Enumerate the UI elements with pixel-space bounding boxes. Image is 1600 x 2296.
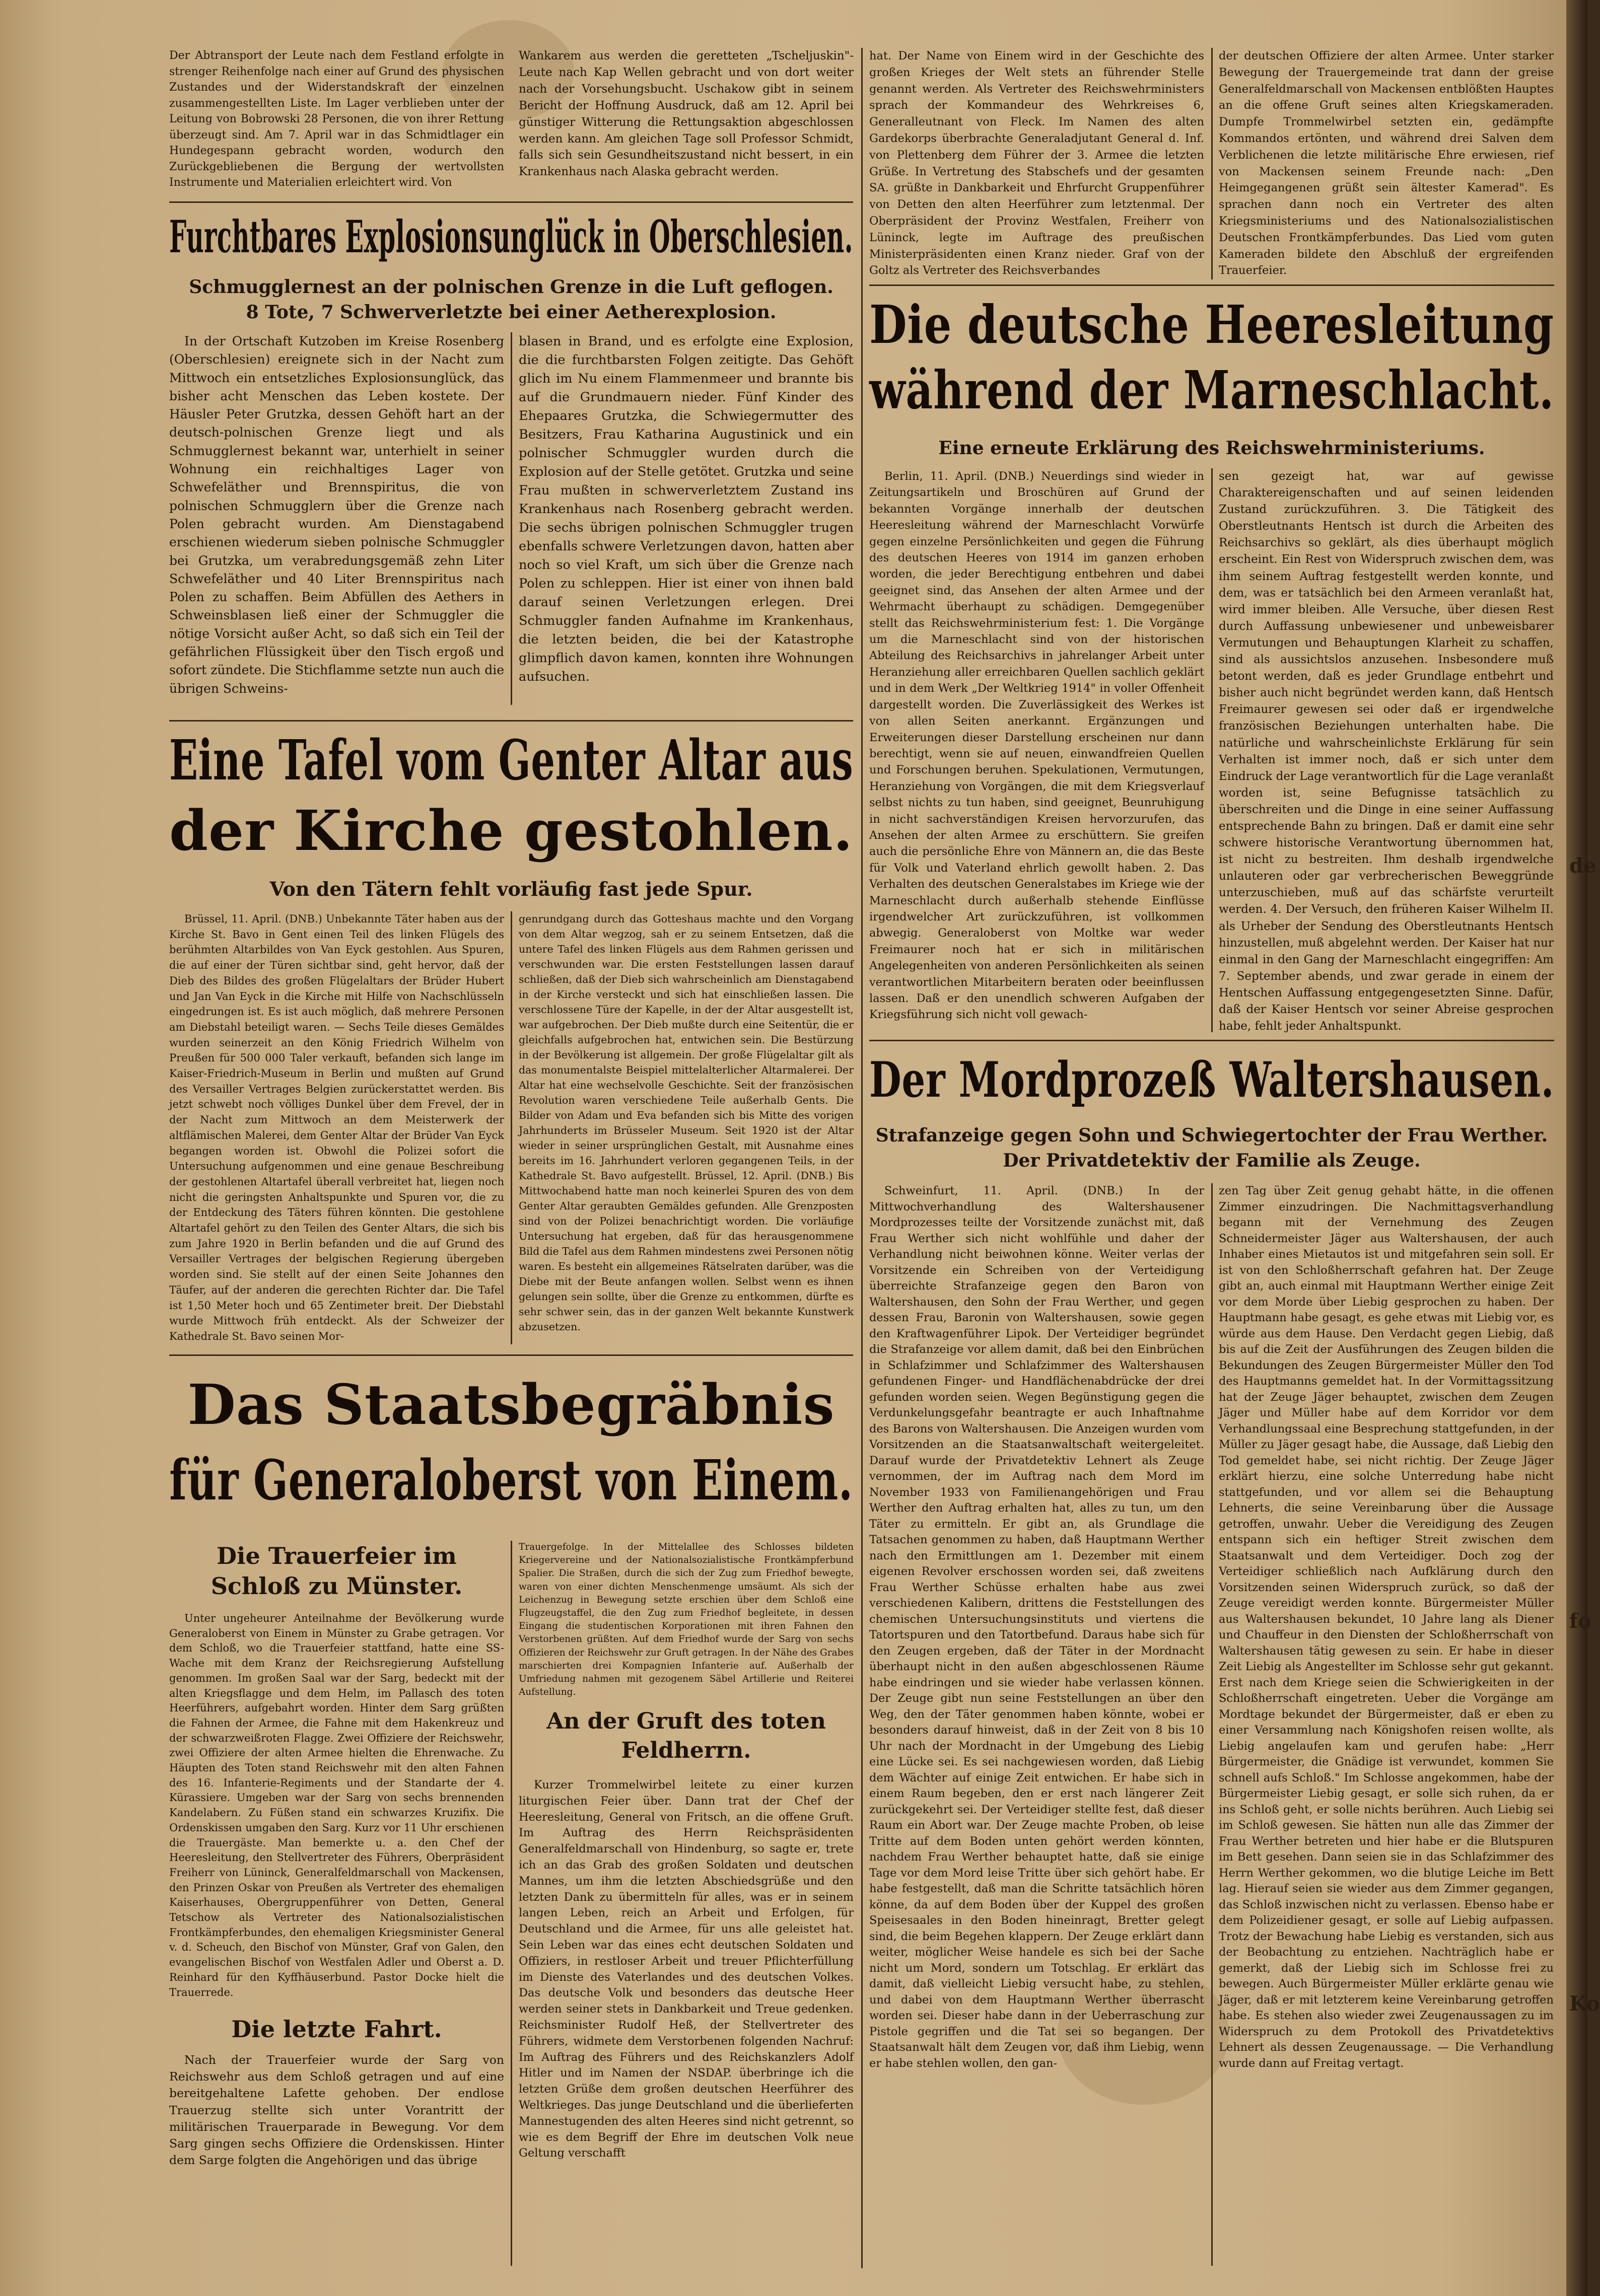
altar-col2: genrundgang durch das Gotteshaus machte und den Vorgang von dem Altar wegzog, sah er zu seinem Entsetzen, daß die untere Tafel des linken Flügels aus dem Rahmen gerissen und verschwunden war. Die ersten Feststellungen lassen darauf schließen, daß der Dieb sich wahrscheinlich am Dienstagabend in der Kirche versteckt und sich hat einschließen lassen. Die verschlossene Türe der Kapelle, in der der Altar ausgestellt ist, war aufgebrochen. Der Dieb mußte durch eine Seitentür, die er gleichfalls aufgebrochen hat, entwichen sein. Die Bestürzung in der Bevölkerung ist allgemein. Der große Flügelaltar gilt als das monumentalste Beispiel mittelalterlicher Altarmalerei. Der Altar hat eine wechselvolle Geschichte. Seit der französischen Revolution waren verschiedene Teile außerhalb Gents. Die Bilder von Adam und Eva befanden sich bis Mitte des vorigen Jahrhunderts im Brüsseler Museum. Seit 1920 ist der Altar wieder in seiner ursprünglichen Gestalt, mit Ausnahme eines bereits im 16. Jahrhundert verloren gegangenen Teils, in der Kathedrale St. Bavo aufgestellt. Brüssel, 12. April. (DNB.) Bis Mittwochabend hatte man noch keinerlei Spuren des von dem Genter Altar geraubten Gemäldes gefunden. Alle Grenzposten sind von der Polizei benachrichtigt worden. Die vorläufige Untersuchung hat ergeben, daß für das herausgenommene Bild die Tafel aus dem Rahmen mindestens zwei Personen nötig waren. Es besteht ein allgemeines Rätselraten darüber, was die Diebe mit der Beute anfangen wollen. Selbst wenn es ihnen gelungen sein sollte, über die Grenze zu entkommen, dürfte es sehr schwer sein, das in der ganzen Welt bekannte Kunstwerk abzusetzen. (519, 913, 854, 1333)
next-page-fragment: de (1569, 854, 1596, 878)
altar-headline-1: Eine Tafel vom Genter Altar aus (169, 728, 854, 793)
tscheljuskin-continuation-col2: Wankarem aus werden die geretteten „Tscheljuskin"-Leute nach Kap Wellen gebracht und von dort weiter nach der Vorsehungsbucht. Uschakow gibt in seinem Bericht der Hoffnung Ausdruck, daß am 12. April bei günstiger Witterung die Rettungsaktion abgeschlossen werden kann. Am gleichen Tage soll Professor Schmidt, falls sich sein Gesundheitszustand nicht bessert, in ein Krankenhaus nach Alaska gebracht werden. (519, 49, 854, 179)
funeral-continuation-col4: der deutschen Offiziere der alten Armee. Unter starker Bewegung der Trauergemeinde trat dann der greise Generalfeldmarschall von Mackensen entblößten Hauptes an die offene Gruft seines alten Kriegskameraden. Dumpfe Trommelwirbel setzten ein, gedämpfte Kommandos ertönten, und während drei Salven dem Verblichenen die letzte militärische Ehre erwiesen, rief von Mackensen seinem Freunde nach: „Den Heimgegangenen grüßt sein ältester Kamerad". Es sprachen dann noch ein Vertreter des alten Kriegsministeriums und des Nationalsozialistischen Deutschen Frontkämpferbundes. Das Lied vom guten Kameraden bildete den Abschluß der ergreifenden Trauerfeier. (1219, 49, 1554, 277)
explosion-headline: Furchtbares Explosionsunglück in Oberschlesien. (169, 210, 853, 263)
army-headline-1: Die deutsche Heeresleitung (869, 294, 1554, 355)
gruft-body: Kurzer Trommelwirbel leitete zu einer kurzen liturgischen Feier über. Dann trat der Chef der Heeresleitung, General von Fritsch, an die offene Gruft. Im Auftrag des Herrn Reichspräsidenten Generalfeldmarschall von Hindenburg, so sagte er, trete ich an das Grab des großen Soldaten und deutschen Mannes, um ihm die letzten Abschiedsgrüße und den letzten Dank zu übermitteln für alles, was er in seinem langen Leben, reich an Arbeit und Erfolgen, für Deutschland und die Armee, für uns alle geleistet hat. Sein Leben war das eines echt deutschen Soldaten und Offiziers, in restloser Arbeit und treuer Pflichterfüllung im Dienste des Vaterlandes und des deutschen Volkes. Das deutsche Volk und besonders das deutsche Heer werden seiner stets in Dankbarkeit und Treue gedenken. Reichsminister Rudolf Heß, der Stellvertreter des Führers, widmete dem Verstorbenen folgenden Nachruf: Im Auftrag des Führers und des Reichskanzlers Adolf Hitler und im Namen der NSDAP. überbringe ich die letzten Grüße dem großen deutschen Heerführer des Weltkrieges. Das junge Deutschland und die überlieferten Mannestugenden des alten Heeres sind nicht getrennt, so wie es dem Begriff der Ehre im deutschen Volk neue Geltung verschafft (519, 1778, 854, 2160)
funeral-continuation-col3: hat. Der Name von Einem wird in der Geschichte des großen Krieges der Welt stets an führender Stelle genannt werden. Als Vertreter des Reichswehrministers sprach der Kommandeur des Wehrkreises 6, Generalleutnant von Fleck. Im Namen des alten Gardekorps überbrachte Generaladjutant General d. Inf. von Plettenberg dem Führer der 3. Armee die letzten Grüße. In Vertretung des Stabschefs und der gesamten SA. grüßte in Dankbarkeit und Ehrfurcht Gruppenführer von Detten den alten Heerführer zum letztenmal. Der Oberpräsident der Provinz Westfalen, Freiherr von Lüninck, legte im Auftrage des preußischen Ministerpräsidenten einen Kranz nieder. Graf von der Goltz als Vertreter des Reichsverbandes (869, 49, 1204, 277)
gruft-head: An der Gruft des toten Feldherrn. (546, 1708, 826, 1763)
murder-trial-col1: Schweinfurt, 11. April. (DNB.) In der Mittwochverhandlung des Waltershausener Mordprozesses teilte der Vorsitzende zunächst mit, daß Frau Werther sich nicht wohlfühle und daher der Verhandlung nicht beiwohnen könne. Weiter verlas der Vorsitzende ein Schreiben von der Verteidigung überreichte Strafanzeige gegen den Baron von Waltershausen, den Sohn der Frau Werther, und gegen dessen Frau, Baronin von Waltershausen, sowie gegen den Kraftwagenführer Lipok. Der Verteidiger begründet die Strafanzeige vor allem damit, daß bei den Einbrüchen in Schlafzimmer und Schlafzimmer des Waltershausen gefundenen Finger- und Handflächenabdrücke der drei gefunden worden seien. Wegen Begünstigung gegen die Verdunkelungsgefahr beantragte er auch Inhaftnahme des Barons von Waltershausen. Die Anzeigen wurden vom Vorsitzenden an die Staatsanwaltschaft weitergeleitet. Darauf wurde der Privatdetektiv Lehnert als Zeuge vernommen, der im Auftrag nach dem Mord im November 1933 von Familienangehörigen und Frau Werther den Auftrag erhalten hat, alles zu tun, um den Täter zu ermitteln. Er gibt an, als Grundlage die Tatsachen genommen zu haben, daß Hauptmann Werther nach den Ermittlungen am 1. Dezember mit einem eigenen Revolver erschossen worden sei, daß zweitens Frau Werther Schüsse erhalten habe aus zwei verschiedenen Kalibern, drittens die Feststellungen des chemischen Untersuchungsinstituts und viertens die Tatortspuren und den Tatortbefund. Daraus habe sich für den Zeugen ergeben, daß der Täter in der Mordnacht überhaupt nicht in den außen abgeschlossenen Räume habe eindringen und sie wieder habe verlassen können. Der Zeuge gibt nun seine Feststellungen an über den Weg, den der Täter genommen haben könnte, wobei er besonders darauf hinweist, daß in der Zeit von 8 bis 10 Uhr nach der Mordnacht in der Umgebung des Liebig eine Lücke sei. Es sei nachgewiesen worden, daß Liebig dem Wächter auf einige Zeit entwichen. Er habe sich in einem Raum begeben, den er erst nach längerer Zeit zurückgekehrt sei. Der Verteidiger stellte fest, daß dieser Raum ein Abort war. Der Zeuge machte Proben, ob leise Tritte auf dem Boden unten gehört werden könnten, nachdem Frau Werther behauptet hatte, daß sie einige Tage vor dem Mord leise Tritte über sich gehört habe. Er habe festgestellt, daß man die Schritte tatsächlich hören könne, da auf dem Boden über der Kuppel des großen Speisesaales in den Boden hineinragt, Bretter gelegt sind, die beim Begehen klappern. Der Zeuge erklärt dann weiter, möglicher Weise handele es sich bei der Sache nicht um Mord, sondern um Totschlag. Er erklärt das damit, daß vielleicht Liebig versucht habe, zu stehlen, und dabei von dem Hauptmann Werther überrascht worden sei. Dieser habe dann in der Ueberraschung zur Pistole gegriffen und die Tat sei so begangen. Der Staatsanwalt hält dem Zeugen vor, daß ihm Liebig, wenn er habe stehlen wollen, den gan- (869, 1184, 1204, 2070)
column-rule (1211, 1183, 1213, 2266)
section-rule (169, 720, 853, 722)
column-rule (511, 1541, 512, 2266)
murder-trial-subhead-1: Strafanzeige gegen Sohn und Schwiegertochter der Frau Werther. (875, 1125, 1548, 1146)
explosion-subhead-2: 8 Tote, 7 Schwerverletzte bei einer Aetherexplosion. (246, 302, 777, 323)
column-rule (1211, 48, 1213, 279)
funeral-col2: Trauergefolge. In der Mittelallee des Schlosses bildeten Kriegervereine und der Nationalsozialistische Frontkämpferbund Spalier. Die Straßen, durch die sich der Zug zum Friedhof bewegte, waren von einer dichten Menschenmenge umsäumt. Als sich der Leichenzug in Bewegung setzte erschien über dem Schloß eine Flugzeugstaffel, die den Zug zum Friedhof begleitete, in dessen Eingang die studentischen Korporationen mit ihren Fahnen den Verstorbenen grüßten. Auf dem Friedhof wurde der Sarg von sechs Offizieren der Reichswehr zur Gruft getragen. In der Nähe des Grabes marschierten drei Kompagnien Infanterie auf. Außerhalb der Umfriedung nahmen mit gezogenem Säbel Artillerie und Reiterei Aufstellung. (519, 1542, 854, 1698)
letzte-fahrt-head: Die letzte Fahrt. (231, 2016, 442, 2043)
section-rule (869, 284, 1554, 286)
next-page-fragment: Ko (1569, 1992, 1600, 2016)
murder-trial-col2: zen Tag über Zeit genug gehabt hätte, in die offenen Zimmer einzudringen. Die Nachmittagsverhandlung begann mit der Vernehmung des Zeugen Schneidermeister Jäger aus Waltershausen, der auch Inhaber eines Mietautos ist und mitgefahren sein soll. Er ist von den Schloßherrschaft gefahren hat. Der Zeuge gibt an, auch einmal mit Hauptmann Werther einige Zeit vor dem Morde über Liebig gesprochen zu haben. Der Hauptmann habe gesagt, es gehe etwas mit Liebig vor, es würde aus dem Hause. Den Verdacht gegen Liebig, daß bis auf die Zeit der Ausführungen des Zeugen bilden die Bekundungen des Zeugen Bürgermeister Müller den Tod des Hauptmanns gemeldet hat. In der Vormittagssitzung hat der Zeuge Jäger behauptet, zwischen dem Zeugen Jäger und Müller habe auf dem Korridor vor dem Verhandlungssaal eine Besprechung stattgefunden, in der Müller zu Jäger gesagt habe, die Aussage, daß Liebig den Tod gemeldet habe, sei nicht richtig. Der Zeuge Jäger erklärt hierzu, eine solche Unterredung habe nicht stattgefunden, und vor allem sei die Behauptung Lehnerts, die seine Vereinbarung über die Aussage getroffen, unwahr. Ueber die Vereidigung des Zeugen entspann sich ein heftiger Streit zwischen dem Staatsanwalt und dem Verteidiger. Doch zog der Verteidiger schließlich nach Aufklärung durch den Vorsitzenden seinen Widerspruch zurück, so daß der Zeuge vereidigt werden konnte. Bürgermeister Müller aus Waltershausen bekundet, 10 Jahre lang als Diener und Chauffeur in den Diensten der Schloßherrschaft von Waltershausen tätig gewesen zu sein. Er habe in dieser Zeit Liebig als Angestellter im Schlosse sehr gut gekannt. Erst nach dem Kriege seien die Schwierigkeiten in der Schloßherrschaft eingetreten. Ueber die Vorgänge am Mordtage bekundet der Bürgermeister, daß er eben zu einer Versammlung nach Königshofen reisen wollte, als Liebig angelaufen kam und gerufen habe: „Herr Bürgermeister, die Gnädige ist verwundet, kommen Sie schnell aufs Schloß." Im Schlosse angekommen, habe der Bürgermeister Liebig gesagt, er solle sich ruhen, da er ins Schloß geht, er solle nichts berühren. Auch Liebig sei im Schloß gewesen. Sie hätten nun alle das Zimmer der Frau Werther betreten und hier habe er die Blutspuren im Bett gesehen. Dann seien sie in das Schlafzimmer des Herrn Werther gekommen, wo die blutige Leiche im Bett lag. Hierauf seien sie wieder aus dem Zimmer gegangen, das Schloß inzwischen nicht zu verlassen. Ebenso habe er dem Polizeidiener gesagt, er solle auf Liebig aufpassen. Trotz der Bewachung habe Liebig es verstanden, sich aus der Beobachtung zu entziehen. Nachträglich habe er gemerkt, daß der Liebig sich im Schlosse frei zu bewegen. Auch Bürgermeister Müller erklärte genau wie Jäger, daß er mit letzterem keine Vereinbarung getroffen habe. Es stehen also wieder zwei Zeugenaussagen zu im Widerspruch zu dem Protokoll des Privatdetektivs Lehnert als dessen Zeugenaussage. — Die Verhandlung wurde dann auf Freitag vertagt. (1219, 1184, 1554, 2070)
column-rule (511, 911, 512, 1344)
altar-subhead: Von den Tätern fehlt vorläufig fast jede Spur. (269, 878, 753, 900)
army-col2: sen gezeigt hat, war auf gewisse Charaktereigenschaften und auf seinen leidenden Zustand zurückzuführen. 3. Die Tätigkeit des Oberstleutnants Hentsch ist durch die Arbeiten des Reichsarchivs so geklärt, als dies überhaupt möglich erscheint. Ein Rest von Widerspruch zwischen dem, was ihm seinem Auftrag festgestellt werden konnte, und dem, was er tatsächlich bei den Armeen veranlaßt hat, wird immer bleiben. Alle Versuche, über diesen Rest durch Auffassung unbewiesener und unbeweisbarer Vermutungen und Behauptungen Klarheit zu schaffen, sind als aussichtslos anzusehen. Insbesondere muß betont werden, daß es jeder Grundlage entbehrt und bisher auch nicht begründet werden kann, daß Hentsch Freimaurer gewesen sei oder daß er irgendwelche französischen Beziehungen unterhalten habe. Die natürliche und wahrscheinlichste Erklärung für sein Verhalten ist immer noch, daß er sich unter dem Eindruck der Lage verantwortlich für die Lage veranlaßt worden ist, seine Befugnisse tatsächlich zu überschreiten und die Dinge in eine seiner Auffassung entsprechende Bahn zu bringen. Daß er damit eine sehr schwere historische Verantwortung übernommen hat, ist nicht zu bestreiten. Ihm deshalb irgendwelche unlauteren oder gar verbrecherischen Beweggründe unterzuschieben, muß auf das schärfste verurteilt werden. 4. Der Versuch, den früheren Kaiser Wilhelm II. als Urheber der Sendung des Oberstleutnants Hentsch hinzustellen, muß abgelehnt werden. Der Kaiser hat nur einmal in den Gang der Marneschlacht eingegriffen: Am 7. September abends, und zwar gerade in einem der Hentschen Auffassung entgegengesetzten Sinne. Dafür, daß der Kaiser Hentsch vor seiner Abreise gesprochen habe, fehlt jeder Anhaltspunkt. (1219, 470, 1554, 1033)
murder-trial-subhead-2: Der Privatdetektiv der Familie als Zeuge. (1003, 1150, 1421, 1171)
tscheljuskin-continuation-col1: Der Abtransport der Leute nach dem Festland erfolgte in strenger Reihenfolge nach einer auf Grund des physischen Zustandes und der Widerstandskraft der einzelnen zusammengestellten Liste. Im Lager verblieben unter der Leitung von Bobrowski 28 Personen, die von ihrer Rettung überzeugt sind. Am 7. April war in das Schmidtlager ein Hundegespann gebracht worden, wodurch den Zurückgebliebenen die Bergung der wertvollsten Instrumente und Materialien erleichtert wird. Von (169, 49, 504, 189)
murder-trial-headline: Der Mordprozeß Waltershausen. (869, 1051, 1555, 1108)
column-rule (511, 332, 512, 705)
section-rule (169, 201, 853, 203)
section-rule (169, 1354, 853, 1356)
explosion-subhead-1: Schmugglernest an der polnischen Grenze in die Luft geflogen. (189, 276, 833, 298)
explosion-col1: In der Ortschaft Kutzoben im Kreise Rosenberg (Oberschlesien) ereignete sich in der Nacht zum Mittwoch ein entsetzliches Explosionsunglück, das bisher acht Menschen das Leben kostete. Der Häusler Peter Grutzka, dessen Gehöft hart an der deutsch-polnischen Grenze liegt und als Schmugglernest bekannt war, unterhielt in seiner Wohnung ein reichhaltiges Lager von Schwefeläther und Brennspiritus, die von polnischen Schmugglern über die Grenze nach Polen gebracht wurden. Am Dienstagabend erschienen wiederum sieben polnische Schmuggler bei Grutzka, um verabredungsgemäß zehn Liter Schwefeläther und 40 Liter Brennspiritus nach Polen zu schaffen. Beim Abfüllen des Aethers in Schweinsblasen ließ einer der Schmuggler die nötige Vorsicht außer Acht, so daß sich ein Teil der gefährlichen Flüssigkeit über den Tisch ergoß und sofort zündete. Die Stichflamme setzte nun auch die übrigen Schweins- (169, 334, 504, 696)
funeral-headline-1: Das Staatsbegräbnis (187, 1372, 835, 1437)
funeral-subhead: Die Trauerfeier im Schloß zu Münster. (211, 1542, 463, 1600)
column-rule (861, 48, 863, 2268)
army-subhead: Eine erneute Erklärung des Reichswehrministeriums. (938, 438, 1485, 459)
column-rule (1211, 468, 1213, 1032)
explosion-col2: blasen in Brand, und es erfolgte eine Explosion, die die furchtbarsten Folgen zeitigte. Das Gehöft glich im Nu einem Flammenmeer und brannte bis auf die Grundmauern nieder. Fünf Kinder des Ehepaares Grutzka, die Schwiegermutter des Besitzers, Frau Katharina Augustinick und ein polnischer Schmuggler wurden durch die Explosion auf der Stelle getötet. Grutzka und seine Frau mußten in schwerverletztem Zustand ins Krankenhaus nach Rosenberg gebracht werden. Die sechs übrigen polnischen Schmuggler trugen ebenfalls schwere Verletzungen davon, hatten aber noch so viel Kraft, um sich über die Grenze nach Polen zu schleppen. Hier ist einer von ihnen bald darauf seinen Verletzungen erlegen. Drei Schmuggler fanden Aufnahme im Krankenhaus, die letzten beiden, die bei der Katastrophe glimpflich davon kamen, konnten ihre Wohnungen aufsuchen. (519, 334, 854, 684)
funeral-col1: Unter ungeheurer Anteilnahme der Bevölkerung wurde Generaloberst von Einem in Münster zu Grabe getragen. Vor dem Schloß, wo die Trauerfeier stattfand, hatte eine SS-Wache mit dem Kranz der Reichsregierung Aufstellung genommen. Im großen Saal war der Sarg, bedeckt mit der alten Kriegsflagge und dem Helm, im Pallasch des toten Heerführers, aufgebahrt worden. Hinter dem Sarg grüßten die Fahnen der Armee, die Fahne mit dem Hakenkreuz und der schwarzweißroten Flagge. Zwei Offiziere der Reichswehr, zwei Offiziere der alten Armee hielten die Ehrenwache. Zu Häupten des Toten stand Reichswehr mit den alten Fahnen des 16. Infanterie-Regiments und der Standarte der 4. Kürassiere. Umgeben war der Sarg von sechs brennenden Kandelabern. Zu Füßen stand ein schwarzes Kruzifix. Die Ordenskissen umgaben den Sarg. Kurz vor 11 Uhr erschienen die Trauergäste. Man bemerkte u. a. den Chef der Heeresleitung, den Stellvertreter des Führers, Oberpräsident Freiherr von Lüninck, Generalfeldmarschall von Mackensen, den Prinzen Oskar von Preußen als Vertreter des ehemaligen Kaiserhauses, Obergruppenführer von Detten, General Tetschow als Vertreter des Nationalsozialistischen Frontkämpferbundes, den ehemaligen Kriegsminister General v. d. Scheuch, den Bischof von Münster, Graf von Galen, den evangelischen Bischof von Westfalen Adler und Oberst a. D. Reinhard für den Kyffhäuserbund. Pastor Docke hielt die Trauerrede. (169, 1612, 504, 1998)
altar-col1: Brüssel, 11. April. (DNB.) Unbekannte Täter haben aus der Kirche St. Bavo in Gent einen Teil des linken Flügels des berühmten Altarbildes von Van Eyck gestohlen. Aus Spuren, die auf einer der Türen sichtbar sind, geht hervor, daß der Dieb des Bildes des großen Flügelaltars der Brüder Hubert und Jan Van Eyck in die Kirche mit Hilfe von Nachschlüsseln eingedrungen ist. Es ist auch möglich, daß mehrere Personen am Diebstahl beteiligt waren. — Sechs Teile dieses Gemäldes wurden seinerzeit an den König Friedrich Wilhelm von Preußen für 500 000 Taler verkauft, befanden sich lange im Kaiser-Friedrich-Museum in Berlin und mußten auf Grund des Versailler Vertrages Belgien zurückerstattet werden. Bis jetzt schwebt noch völliges Dunkel über dem Frevel, der in der Nacht zum Mittwoch an dem Meisterwerk der altflämischen Malerei, dem Genter Altar der Brüder Van Eyck begangen worden ist. Obwohl die Polizei sofort die Untersuchung aufgenommen und eine genaue Beschreibung der gestohlenen Altartafel überall verbreitet hat, liegen noch nicht die geringsten Anhaltspunkte und Spuren vor, die zu der Entdeckung des Täters führen könnten. Die gestohlene Altartafel gehört zu den Teilen des Genter Altars, die sich bis zum Jahre 1920 in Berlin befanden und die auf Grund des Versailler Vertrages der belgischen Regierung übergeben worden sind. Sie stellt auf der einen Seite Johannes den Täufer, auf der anderen die gerechten Richter dar. Die Tafel ist 1,50 Meter hoch und 65 Zentimeter breit. Der Diebstahl wurde Mittwoch früh entdeckt. Als der Schweizer der Kathedrale St. Bavo seinen Mor- (169, 913, 504, 1342)
letzte-fahrt-body: Nach der Trauerfeier wurde der Sarg von Reichswehr aus dem Schloß getragen und auf eine bereitgehaltene Lafette gehoben. Der endlose Trauerzug stellte sich unter Vorantritt der militärischen Trauerparade in Bewegung. Vor dem Sarg gingen sechs Offiziere die Ordenskissen. Hinter dem Sarge folgten die Angehörigen und das übrige (169, 2053, 504, 2168)
army-headline-2: während der Marneschlacht. (869, 359, 1554, 421)
section-rule (869, 1040, 1554, 1041)
next-page-fragment: fo (1569, 1609, 1591, 1633)
funeral-headline-2: für Generaloberst von Einem. (169, 1448, 853, 1513)
army-col1: Berlin, 11. April. (DNB.) Neuerdings sind wieder in Zeitungsartikeln und Broschüren auf Grund der bekannten Vorgänge innerhalb der deutschen Heeresleitung während der Marneschlacht Vorwürfe gegen einzelne Persönlichkeiten und gegen die Führung des deutschen Heeres von 1914 im ganzen erhoben worden, die jeder Berechtigung entbehren und dabei geeignet sind, das Ansehen der alten Armee und der Wehrmacht überhaupt zu schädigen. Demgegenüber stellt das Reichswehrministerium fest: 1. Die Vorgänge um die Marneschlacht sind von der historischen Abteilung des Reichsarchivs in jahrelanger Arbeit unter Heranziehung aller erreichbaren Quellen sachlich geklärt und in dem Werk „Der Weltkrieg 1914" in voller Offenheit dargestellt worden. Die Zuverlässigkeit des Werkes ist von allen Seiten anerkannt. Ergänzungen und Erweiterungen dieser Darstellung erscheinen nur dann berechtigt, wenn sie auf neuen, einwandfreien Quellen und Forschungen beruhen. Spekulationen, Vermutungen, Heranziehung von Vorgängen, die mit dem Kriegsverlauf selbst nichts zu tun haben, sind geeignet, Beunruhigung in nicht sachverständigen Kreisen hervorzurufen, das Ansehen der alten Armee zu erschüttern. Sie greifen auch die persönliche Ehre von Männern an, die das Beste für Volk und Vaterland ehrlich gewollt haben. 2. Das Verhalten des deutschen Generalstabes im Kriege wie der Marneschlacht durch außerhalb stehende Einflüsse irgendwelcher Art zurückzuführen, ist vollkommen abwegig. Generaloberst von Moltke war weder Freimaurer noch hat er sich in militärischen Angelegenheiten von anderen Persönlichkeiten als seinen verantwortlichen Mitarbeitern beraten oder beeinflussen lassen. Daß er den unendlich schweren Aufgaben der Kriegsführung sich nicht voll gewach- (869, 470, 1204, 1022)
adjacent-page-edge (1567, 0, 1600, 2296)
altar-headline-2: der Kirche gestohlen. (169, 798, 853, 863)
